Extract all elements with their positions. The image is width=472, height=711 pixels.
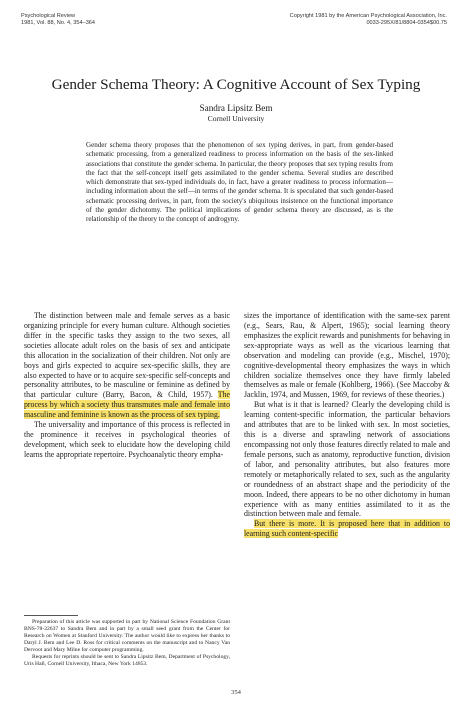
copyright-line: Copyright 1981 by the American Psychological Association, Inc. [289,13,447,19]
paragraph [24,311,230,420]
author-name: Sandra Lipsitz Bem [199,103,273,113]
journal-name: Psychological Review [21,13,76,19]
article-title: Gender Schema Theory: A Cognitive Account of Sex Typing [51,76,421,93]
author-affiliation: Cornell University [207,114,265,123]
paragraph [244,519,450,539]
left-column [24,311,230,460]
paragraph: But what is it that is learned? Clearly the developing child is learning content-specific information, the particular behaviors and attributes that are to be linked with sex. In most societies, this is a diverse and sprawling network of associations encompassing not only those features directly related to male and female persons, such as anatomy, reproductive function, division of labor, and personality attributes, but also features more remotely or metaphorically related to sex, such as the angularity or roundedness of an abstract shape and the periodicity of the moon. Indeed, there appears to be no other dichotomy in human experience with as many entities assimilated to it as the distinction between male and female. [244,400,450,519]
footnote-divider [24,615,78,616]
highlighted-text: But there is more. It is proposed here that in addition to learning such content-specific [244,519,450,539]
footnote-reprints: Requests for reprints should be sent to Sandra Lipsitz Bem, Department of Psychology, Uris Hall, Cornell University, Ithaca, New York 14853. [24,654,230,667]
paragraph: sizes the importance of identification with the same-sex parent (e.g., Sears, Rau, & Alpert, 1965); social learning theory emphasizes the explicit rewards and punishments for behaving in sex-appropriate ways as well as the vicarious learning that observation and modeling can provide (e.g., Mischel, 1970); cognitive-developmental theory emphasizes the ways in which children socialize themselves once they have firmly labeled themselves as male or female (Kohlberg, 1966). (See Maccoby & Jacklin, 1974, and Mussen, 1969, for reviews of these theories.) [244,311,450,400]
page-number: 354 [231,689,241,696]
journal-volume: 1981, Vol. 88, No. 4, 354–364 [21,19,96,26]
abstract: Gender schema theory proposes that the phenomenon of sex typing derives, in part, from gender-based schematic processing, from a generalized readiness to process information on the basis of the sex-linked associations that constitute the gender schema. In particular, the theory proposes that sex typing results from the fact that the self-concept itself gets assimilated to the gender schema. Several studies are described which demonstrate that sex-typed individuals do, in fact, have a greater readiness to process information—including information about the self—in terms of the gender schema. It is speculated that such gender-based schematic processing derives, in part, from the society's ubiquitous insistence on the functional importance of the gender dichotomy. The political implications of gender schema theory are discussed, as is the relationship of the theory to the concept of androgyny. [86,141,393,223]
highlighted-text: The process by which a society thus transmutes male and female into masculine and feminine is known as the process of sex typing. [24,390,230,420]
journal-citation [21,13,95,26]
paragraph: The universality and importance of this process is reflected in the prominence it receives in psychological theories of development, which seek to elucidate how the developing child learns the appropriate repertoire. Psychoanalytic theory empha- [24,420,230,459]
right-column [244,311,450,539]
footnote [24,619,230,668]
paragraph-text: The distinction between male and female serves as a basic organizing principle for every human culture. Although societies differ in the specific tasks they assign to the two sexes, all societies allocate adult roles on the basis of sex and anticipate this allocation in the socialization of their children. Not only are boys and girls expected to acquire sex-specific skills, they are also expected to have or to acquire sex-specific self-concepts and personality attributes, to be masculine or feminine as defined by that particular culture (Barry, Bacon, & Child, 1957). [24,311,230,400]
copyright-notice [290,13,447,26]
issn-line: 0033-295X/81/8804-0354$00.75 [366,19,447,26]
footnote-acknowledgment: Preparation of this article was supported in part by National Science Foundation Grant BNS-78-22637 to Sandra Bem and in part by a small seed grant from the Center for Research on Women at Stanford University. The author would like to express her thanks to Daryl J. Bem and Lee D. Ross for critical comments on the manuscript and to Nancy Van Dervoot and Mary Milne for computer programming. [24,619,230,653]
